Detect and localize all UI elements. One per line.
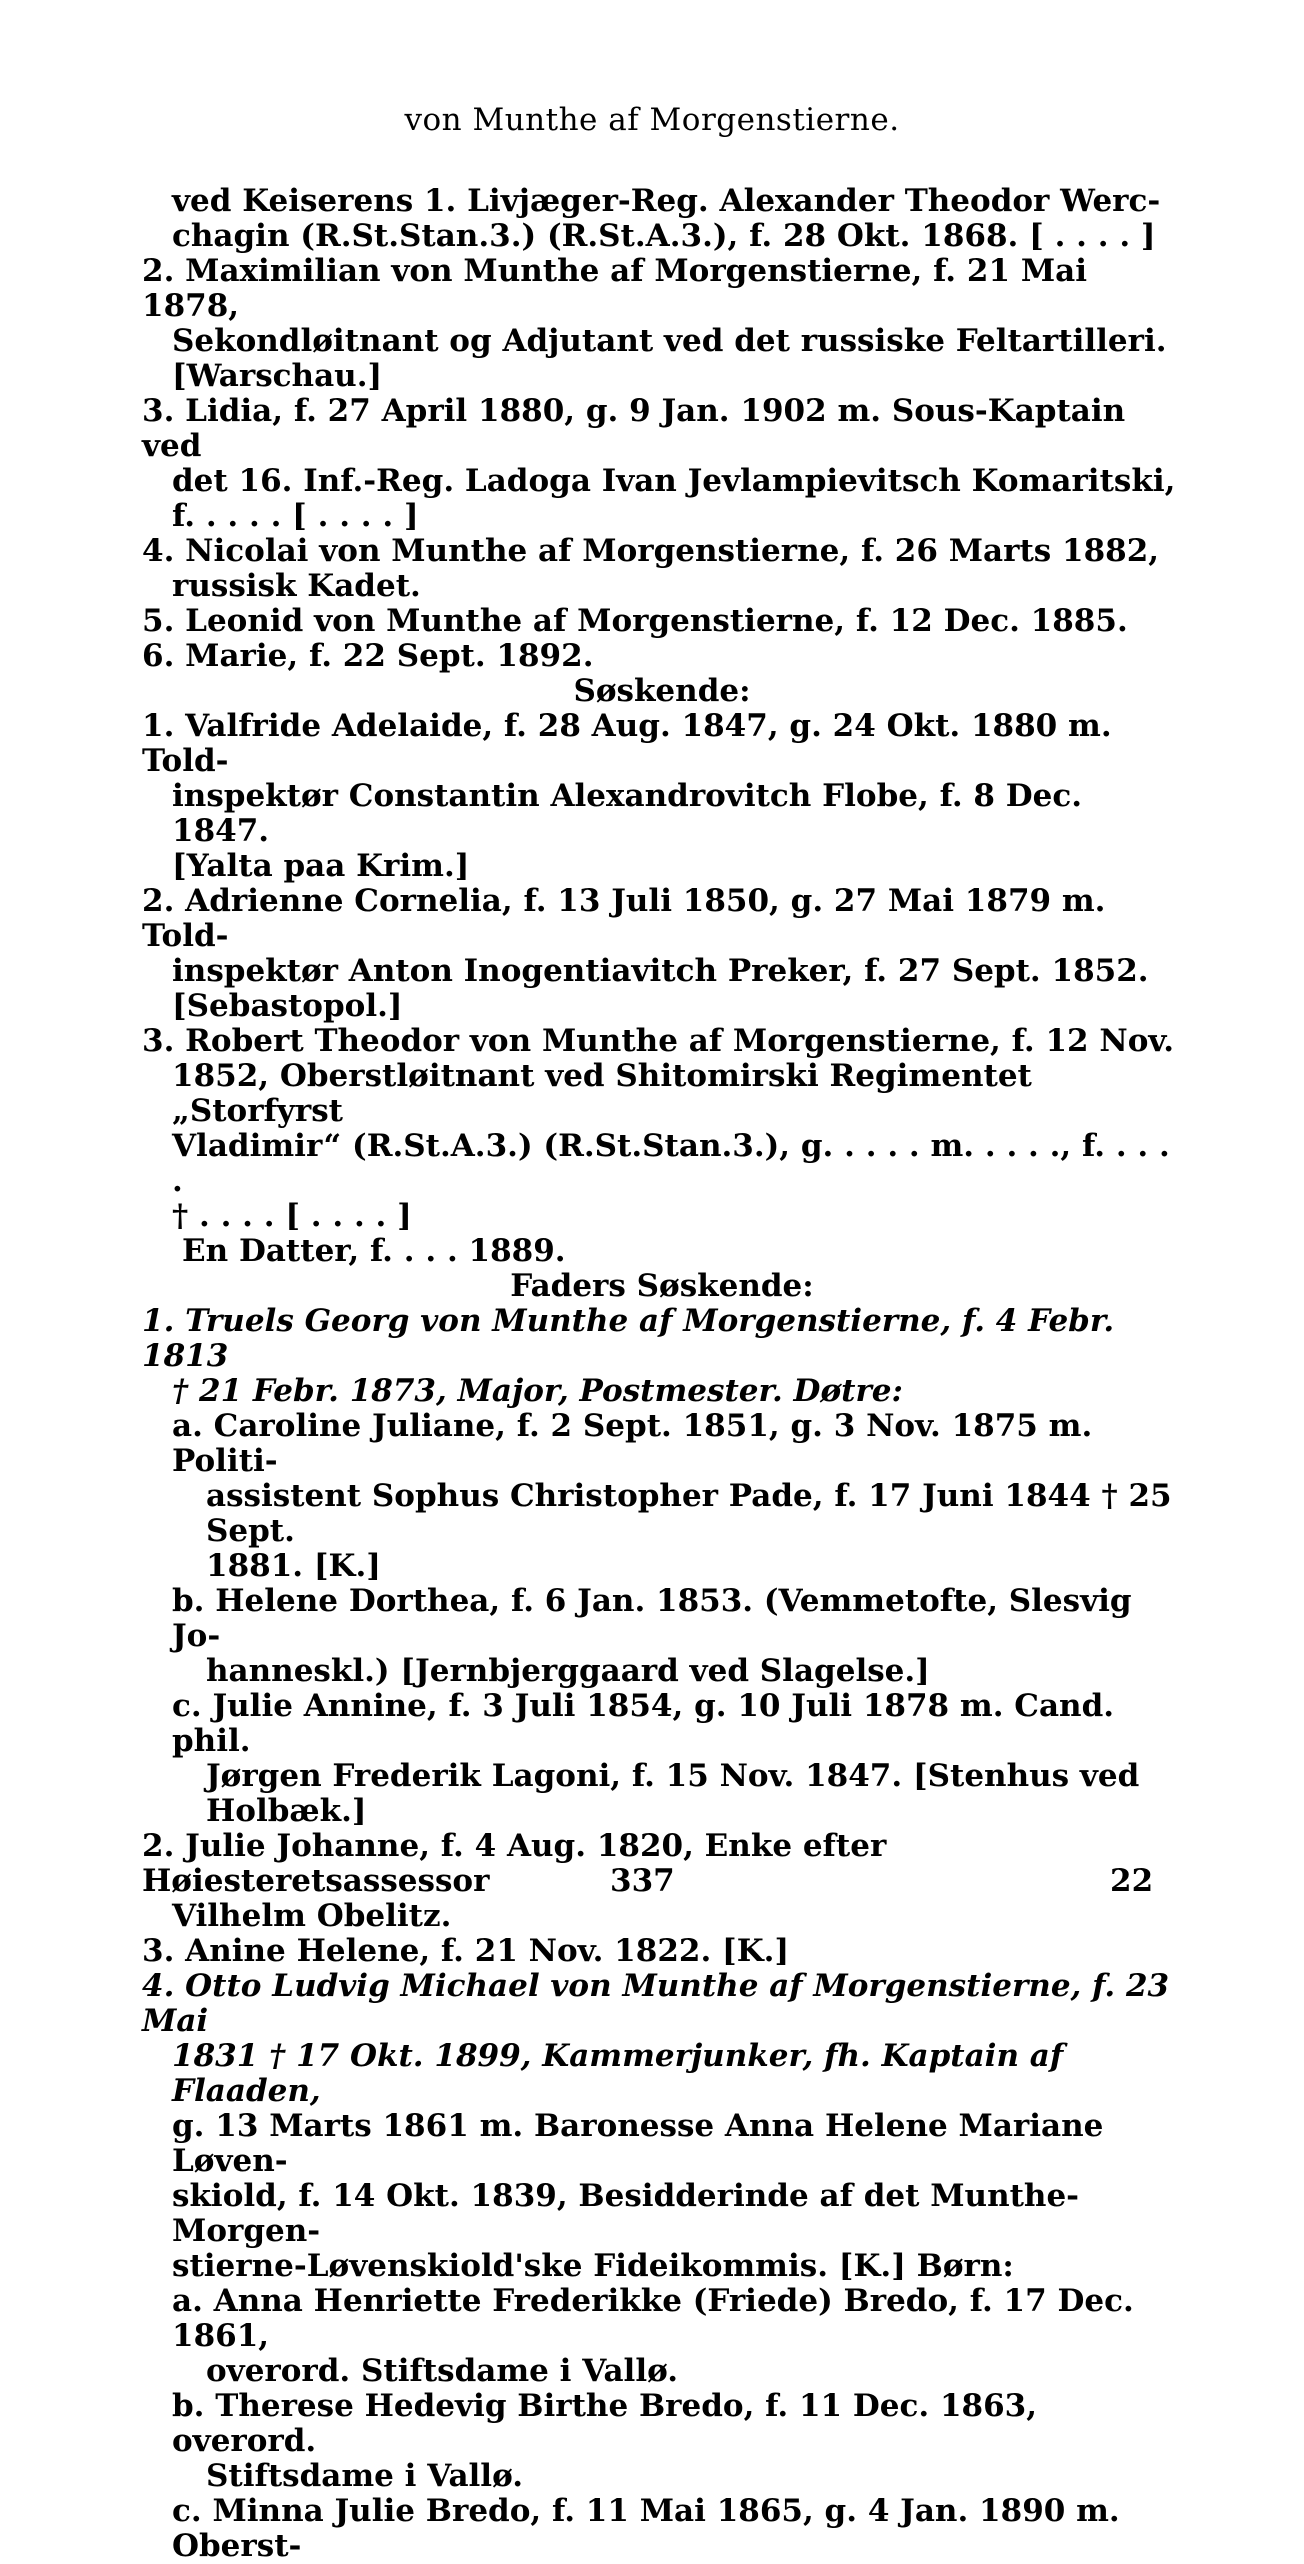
text-line: Holbæk.] — [206, 1793, 367, 1829]
text-line: 1881. [K.] — [206, 1548, 381, 1584]
text-line: Jørgen Frederik Lagoni, f. 15 Nov. 1847. [Stenhus ved — [206, 1758, 1140, 1794]
text-line: c. Minna Julie Bredo, f. 11 Mai 1865, g. 4 Jan. 1890 m. Oberst- — [172, 2493, 1120, 2564]
text-line: Vilhelm Obelitz. — [172, 1898, 452, 1934]
text-line: † . . . . [ . . . . ] — [172, 1198, 412, 1234]
text-line: 4. Nicolai von Munthe af Morgenstierne, f. 26 Marts 1882, — [142, 533, 1160, 569]
text-line: ved Keiserens 1. Livjæger-Reg. Alexander Theodor Werc- — [172, 183, 1161, 219]
text-line: f. . . . . [ . . . . ] — [172, 498, 419, 534]
text-line: 1831 † 17 Okt. 1899, Kammerjunker, fh. Kaptain af Flaaden, — [172, 2038, 1064, 2109]
text-body — [142, 184, 1182, 2564]
text-line: 3. Robert Theodor von Munthe af Morgenstierne, f. 12 Nov. — [142, 1023, 1175, 1059]
text-line: [Sebastopol.] — [172, 988, 403, 1024]
text-line: b. Helene Dorthea, f. 6 Jan. 1853. (Vemmetofte, Slesvig Jo- — [172, 1583, 1132, 1654]
text-line: 3. Lidia, f. 27 April 1880, g. 9 Jan. 1902 m. Sous-Kaptain ved — [142, 393, 1126, 464]
text-line: b. Therese Hedevig Birthe Bredo, f. 11 Dec. 1863, overord. — [172, 2388, 1038, 2459]
text-line: stierne-Løvenskiold'ske Fideikommis. [K.] Børn: — [172, 2248, 1014, 2284]
text-line: 5. Leonid von Munthe af Morgenstierne, f. 12 Dec. 1885. — [142, 603, 1128, 639]
text-line: inspektør Anton Inogentiavitch Preker, f. 27 Sept. 1852. — [172, 953, 1149, 989]
text-line: Vladimir“ (R.St.A.3.) (R.St.Stan.3.), g. . . . . m. . . . ., f. . . . . — [172, 1128, 1170, 1199]
text-line: overord. Stiftsdame i Vallø. — [206, 2353, 679, 2389]
signature-mark: 22 — [1110, 1863, 1154, 1899]
text-line: assistent Sophus Christopher Pade, f. 17 Juni 1844 † 25 Sept. — [206, 1478, 1172, 1549]
text-line: 2. Maximilian von Munthe af Morgenstierne, f. 21 Mai 1878, — [142, 253, 1088, 324]
text-line: 4. Otto Ludvig Michael von Munthe af Morgenstierne, f. 23 Mai — [142, 1968, 1170, 2039]
text-line: 2. Julie Johanne, f. 4 Aug. 1820, Enke efter Høiesteretsassessor — [142, 1828, 887, 1899]
text-line: En Datter, f. . . . 1889. — [182, 1233, 566, 1269]
text-line: c. Julie Annine, f. 3 Juli 1854, g. 10 Juli 1878 m. Cand. phil. — [172, 1688, 1115, 1759]
text-line: 2. Adrienne Cornelia, f. 13 Juli 1850, g. 27 Mai 1879 m. Told- — [142, 883, 1106, 954]
text-line: [Yalta paa Krim.] — [172, 848, 470, 884]
text-line: Sekondløitnant og Adjutant ved det russiske Feltartilleri. — [172, 323, 1167, 359]
text-line: 1852, Oberstløitnant ved Shitomirski Regimentet „Storfyrst — [172, 1058, 1032, 1129]
text-line: skiold, f. 14 Okt. 1839, Besidderinde af det Munthe-Morgen- — [172, 2178, 1080, 2249]
text-line: hanneskl.) [Jernbjerggaard ved Slagelse.] — [206, 1653, 930, 1689]
text-line: Stiftsdame i Vallø. — [206, 2458, 524, 2494]
section-heading: Faders Søskende: — [510, 1268, 814, 1304]
text-line: 3. Anine Helene, f. 21 Nov. 1822. [K.] — [142, 1933, 790, 1969]
text-line: [Warschau.] — [172, 358, 383, 394]
text-line: a. Caroline Juliane, f. 2 Sept. 1851, g. 3 Nov. 1875 m. Politi- — [172, 1408, 1093, 1479]
text-line: det 16. Inf.-Reg. Ladoga Ivan Jevlampievitsch Komaritski, — [172, 463, 1176, 499]
section-heading: Søskende: — [573, 673, 751, 709]
text-line: 6. Marie, f. 22 Sept. 1892. — [142, 638, 594, 674]
text-line: russisk Kadet. — [172, 568, 421, 604]
text-line: 1. Truels Georg von Munthe af Morgenstierne, f. 4 Febr. 1813 — [142, 1303, 1115, 1374]
text-line: g. 13 Marts 1861 m. Baronesse Anna Helene Mariane Løven- — [172, 2108, 1104, 2179]
text-line: inspektør Constantin Alexandrovitch Flobe, f. 8 Dec. 1847. — [172, 778, 1083, 849]
running-header: von Munthe af Morgenstierne. — [404, 102, 900, 138]
text-line: a. Anna Henriette Frederikke (Friede) Bredo, f. 17 Dec. 1861, — [172, 2283, 1134, 2354]
page-number: 337 — [610, 1863, 675, 1899]
text-line: 1. Valfride Adelaide, f. 28 Aug. 1847, g. 24 Okt. 1880 m. Told- — [142, 708, 1112, 779]
text-line: † 21 Febr. 1873, Major, Postmester. Døtre: — [172, 1373, 903, 1409]
text-line: chagin (R.St.Stan.3.) (R.St.A.3.), f. 28 Okt. 1868. [ . . . . ] — [172, 218, 1156, 254]
